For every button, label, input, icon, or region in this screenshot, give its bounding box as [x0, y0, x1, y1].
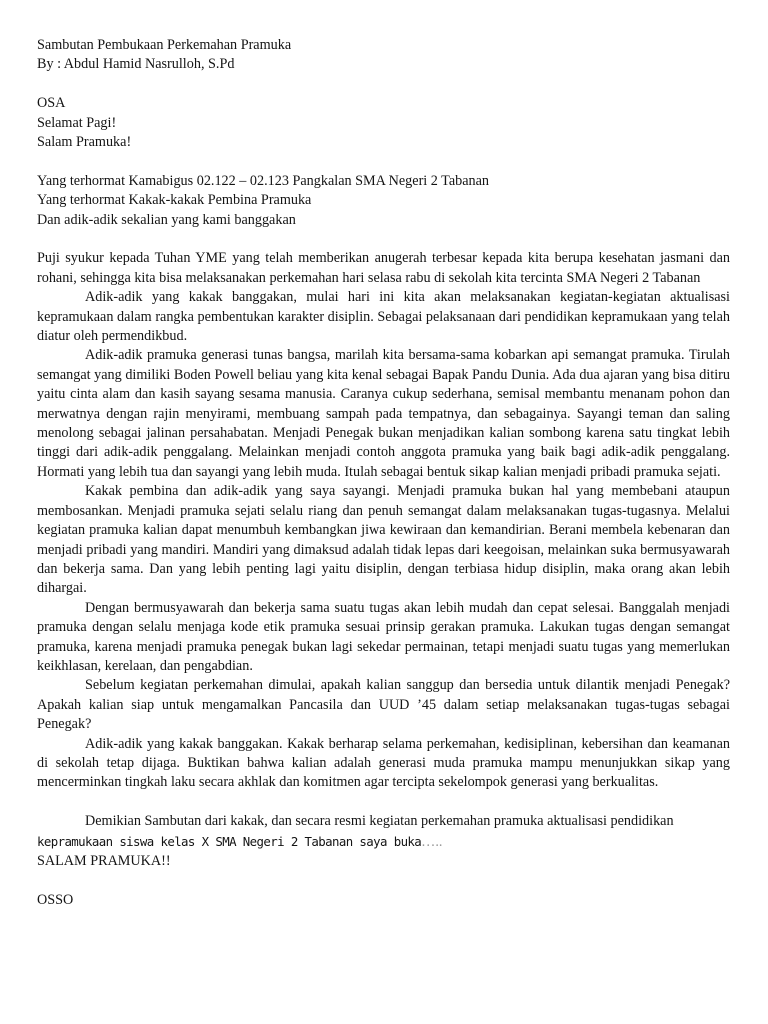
- spacer: [37, 793, 730, 812]
- spacer: [37, 230, 730, 249]
- body-paragraph: Adik-adik yang kakak banggakan, mulai hari ini kita akan melaksanakan kegiatan-kegiatan aktualisasi kepramukaan dalam rangka pembentukan karakter disiplin. Sebagai pelaksanaan dari pendidikan kepramukaan yang telah diatur oleh permendikbud.: [37, 289, 730, 345]
- greeting-osa: OSA: [37, 95, 66, 112]
- closing-line-1: Demikian Sambutan dari kakak, dan secara resmi kegiatan perkemahan pramuka aktualisasi pendidikan: [85, 813, 674, 830]
- greeting-scout-salute: Salam Pramuka!: [37, 134, 132, 151]
- spacer: [37, 152, 730, 171]
- body-paragraph: Dengan bermusyawarah dan bekerja sama suatu tugas akan lebih mudah dan cepat selesai. Banggalah menjadi pramuka dengan selalu menjaga kode etik pramuka sesuai prinsip gerakan pramuka. Lakukan tugas dengan semangat pramuka, karena menjadi pramuka penegak bukan lagi sekedar permainan, tetapi menjadi suatu tugas yang memerlukan keikhlasan, kerelaan, dan pengabdian.: [37, 599, 730, 674]
- addressee-line: Yang terhormat Kamabigus 02.122 – 02.123 Pangkalan SMA Negeri 2 Tabanan: [37, 172, 490, 189]
- body-paragraph: Kakak pembina dan adik-adik yang saya sayangi. Menjadi pramuka bukan hal yang membebani ataupun membosankan. Menjadi pramuka sejati selalu riang dan penuh semangat dalam melaksanakan tugas-tugasnya. Melalui kegiatan pramuka kalian dapat menumbuh kembangkan jiwa kewiraan dan kemandirian. Berani membela kebenaran dan menjadi pribadi yang mandiri. Mandiri yang dimaksud adalah tidak lepas dari keegoisan, melainkan suka bermusyawarah dan bekerja sama. Dan yang lebih penting lagi yaitu disiplin, dengan terbiasa hidup disiplin, maka orang akan lebih dihargai.: [37, 483, 730, 597]
- closing-shout: SALAM PRAMUKA!!: [37, 853, 171, 869]
- body-paragraph: Adik-adik yang kakak banggakan. Kakak berharap selama perkemahan, kedisiplinan, kebersihan dan keamanan di sekolah tetap dijaga. Buktikan bahwa kalian adalah generasi muda pramuka mampu menunjukkan sikap yang mencerminkan tingkah laku secara akhlak dan komitmen agar tercipta sekelompok generasi yang berkualitas.: [37, 735, 730, 791]
- closing-osso: OSSO: [37, 891, 74, 908]
- addressee-line: Yang terhormat Kakak-kakak Pembina Pramuka: [37, 192, 312, 209]
- closing-line-2: [37, 832, 730, 852]
- closing-ellipsis: …..: [421, 833, 443, 850]
- spacer: [37, 871, 730, 890]
- greeting-morning: Selamat Pagi!: [37, 114, 117, 131]
- closing-line-2-text: kepramukaan siswa kelas X SMA Negeri 2 Tabanan saya buka: [37, 833, 422, 849]
- body-paragraph: Adik-adik pramuka generasi tunas bangsa, marilah kita bersama-sama kobarkan api semangat pramuka. Tirulah semangat yang dimiliki Boden Powell beliau yang kita kenal sebagai Bapak Pandu Dunia. Ada dua ajaran yang bisa ditiru yaitu cinta alam dan kasih sayang sesama manusia. Caranya cukup sederhana, semisal membantu menanam pohon dan merwatnya dengan rajin menyirami, membuang sampah pada tempatnya, dan sebagainya. Sayangi teman dan saling menolong sebagai jalinan persahabatan. Menjadi Penegak bukan menjadikan kalian sombong karena satu tingkat lebih tinggi dari adik-adik penggalang. Melainkan menjadi contoh anggota pramuka yang baik bagi adik-adik penggalang. Hormati yang lebih tua dan sayangi yang lebih muda. Itulah sebagai bentuk sikap kalian menjadi pribadi pramuka sejati.: [37, 347, 730, 480]
- document-title: Sambutan Pembukaan Perkemahan Pramuka: [37, 37, 292, 53]
- body-paragraph: Puji syukur kepada Tuhan YME yang telah memberikan anugerah terbesar kepada kita berupa kesehatan jasmani dan rohani, sehingga kita bisa melaksanakan perkemahan hari selasa rabu di sekolah kita tercinta SMA Negeri 2 Tabanan: [37, 250, 730, 286]
- addressee-line: Dan adik-adik sekalian yang kami banggakan: [37, 211, 296, 228]
- body-paragraph: Sebelum kegiatan perkemahan dimulai, apakah kalian sanggup dan bersedia untuk dilantik menjadi Penegak? Apakah kalian siap untuk mengamalkan Pancasila dan UUD ’45 dalam setiap melaksanakan tugas-tugas sebagai Penegak?: [37, 677, 730, 733]
- spacer: [37, 75, 730, 94]
- document-author: By : Abdul Hamid Nasrulloh, S.Pd: [37, 56, 235, 73]
